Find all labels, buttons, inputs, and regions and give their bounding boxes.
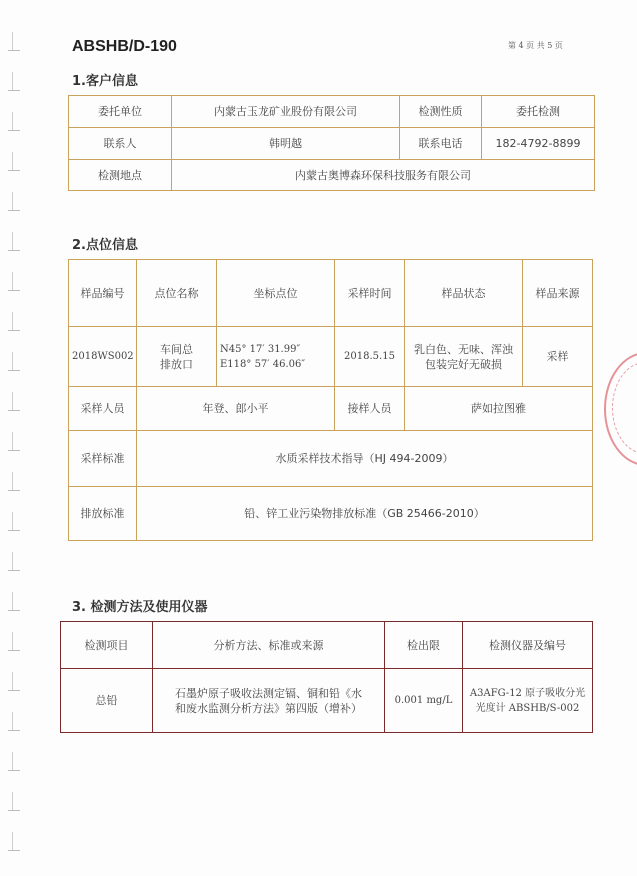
nature-label: 检测性质 [400, 96, 482, 128]
client-label: 委托单位 [69, 96, 172, 128]
method-table [60, 621, 593, 733]
site-name-line1: 车间总 [160, 342, 193, 356]
sampling-standard-label: 采样标准 [69, 431, 137, 487]
site-name [137, 327, 217, 387]
sample-state-line2: 包装完好无破损 [425, 357, 502, 371]
place-value: 内蒙古奥博森环保科技服务有限公司 [172, 160, 595, 191]
sampler-value: 年登、郎小平 [137, 387, 335, 431]
binding-margin [0, 0, 36, 876]
sample-state-line1: 乳白色、无味、浑浊 [414, 342, 513, 356]
site-name-line2: 排放口 [160, 357, 193, 371]
section-title-client: 1.客户信息 [72, 74, 138, 89]
emission-standard-value: 铅、锌工业污染物排放标准（GB 25466-2010） [137, 487, 593, 541]
sampler-label: 采样人员 [69, 387, 137, 431]
sampling-time: 2018.5.15 [335, 327, 405, 387]
section-title-method: 3. 检测方法及使用仪器 [72, 600, 208, 615]
red-seal-stamp [604, 352, 637, 466]
instrument-line1: A3AFG-12 原子吸收分光 [469, 687, 586, 699]
page-number: 第 4 页 共 5 页 [508, 41, 563, 50]
header-method: 分析方法、标准或来源 [153, 622, 385, 669]
phone-label: 联系电话 [400, 128, 482, 160]
header-instrument: 检测仪器及编号 [463, 622, 593, 669]
sampling-standard-value: 水质采样技术指导（HJ 494-2009） [137, 431, 593, 487]
instrument [463, 669, 593, 733]
test-item: 总铅 [61, 669, 153, 733]
receiver-label: 接样人员 [335, 387, 405, 431]
method-line2: 和废水监测分析方法》第四版（增补） [175, 701, 362, 715]
method-line1: 石墨炉原子吸收法测定镉、铜和铅《水 [175, 686, 362, 700]
emission-standard-label: 排放标准 [69, 487, 137, 541]
nature-value: 委托检测 [482, 96, 595, 128]
client-value: 内蒙古玉龙矿业股份有限公司 [172, 96, 400, 128]
detection-limit: 0.001 mg/L [385, 669, 463, 733]
sample-state [405, 327, 523, 387]
phone-value: 182-4792-8899 [482, 128, 595, 160]
section-title-site: 2.点位信息 [72, 238, 138, 253]
coord-east: E118° 57′ 46.06″ [220, 358, 306, 370]
header-detection-limit: 检出限 [385, 622, 463, 669]
method [153, 669, 385, 733]
header-sampling-time: 采样时间 [335, 260, 405, 327]
header-site-name: 点位名称 [137, 260, 217, 327]
receiver-value: 萨如拉图雅 [405, 387, 593, 431]
header-sample-no: 样品编号 [69, 260, 137, 327]
document-code: ABSHB/D-190 [72, 38, 177, 55]
site-info-table [68, 259, 593, 541]
header-sample-source: 样品来源 [523, 260, 593, 327]
coordinates [217, 327, 335, 387]
sample-source: 采样 [523, 327, 593, 387]
place-label: 检测地点 [69, 160, 172, 191]
header-coordinates: 坐标点位 [217, 260, 335, 327]
contact-value: 韩明越 [172, 128, 400, 160]
header-test-item: 检测项目 [61, 622, 153, 669]
coord-north: N45° 17′ 31.99″ [220, 343, 301, 355]
instrument-line2: 光度计 ABSHB/S-002 [475, 702, 580, 714]
header-sample-state: 样品状态 [405, 260, 523, 327]
sample-no: 2018WS002 [69, 327, 137, 387]
contact-label: 联系人 [69, 128, 172, 160]
client-info-table [68, 95, 595, 191]
